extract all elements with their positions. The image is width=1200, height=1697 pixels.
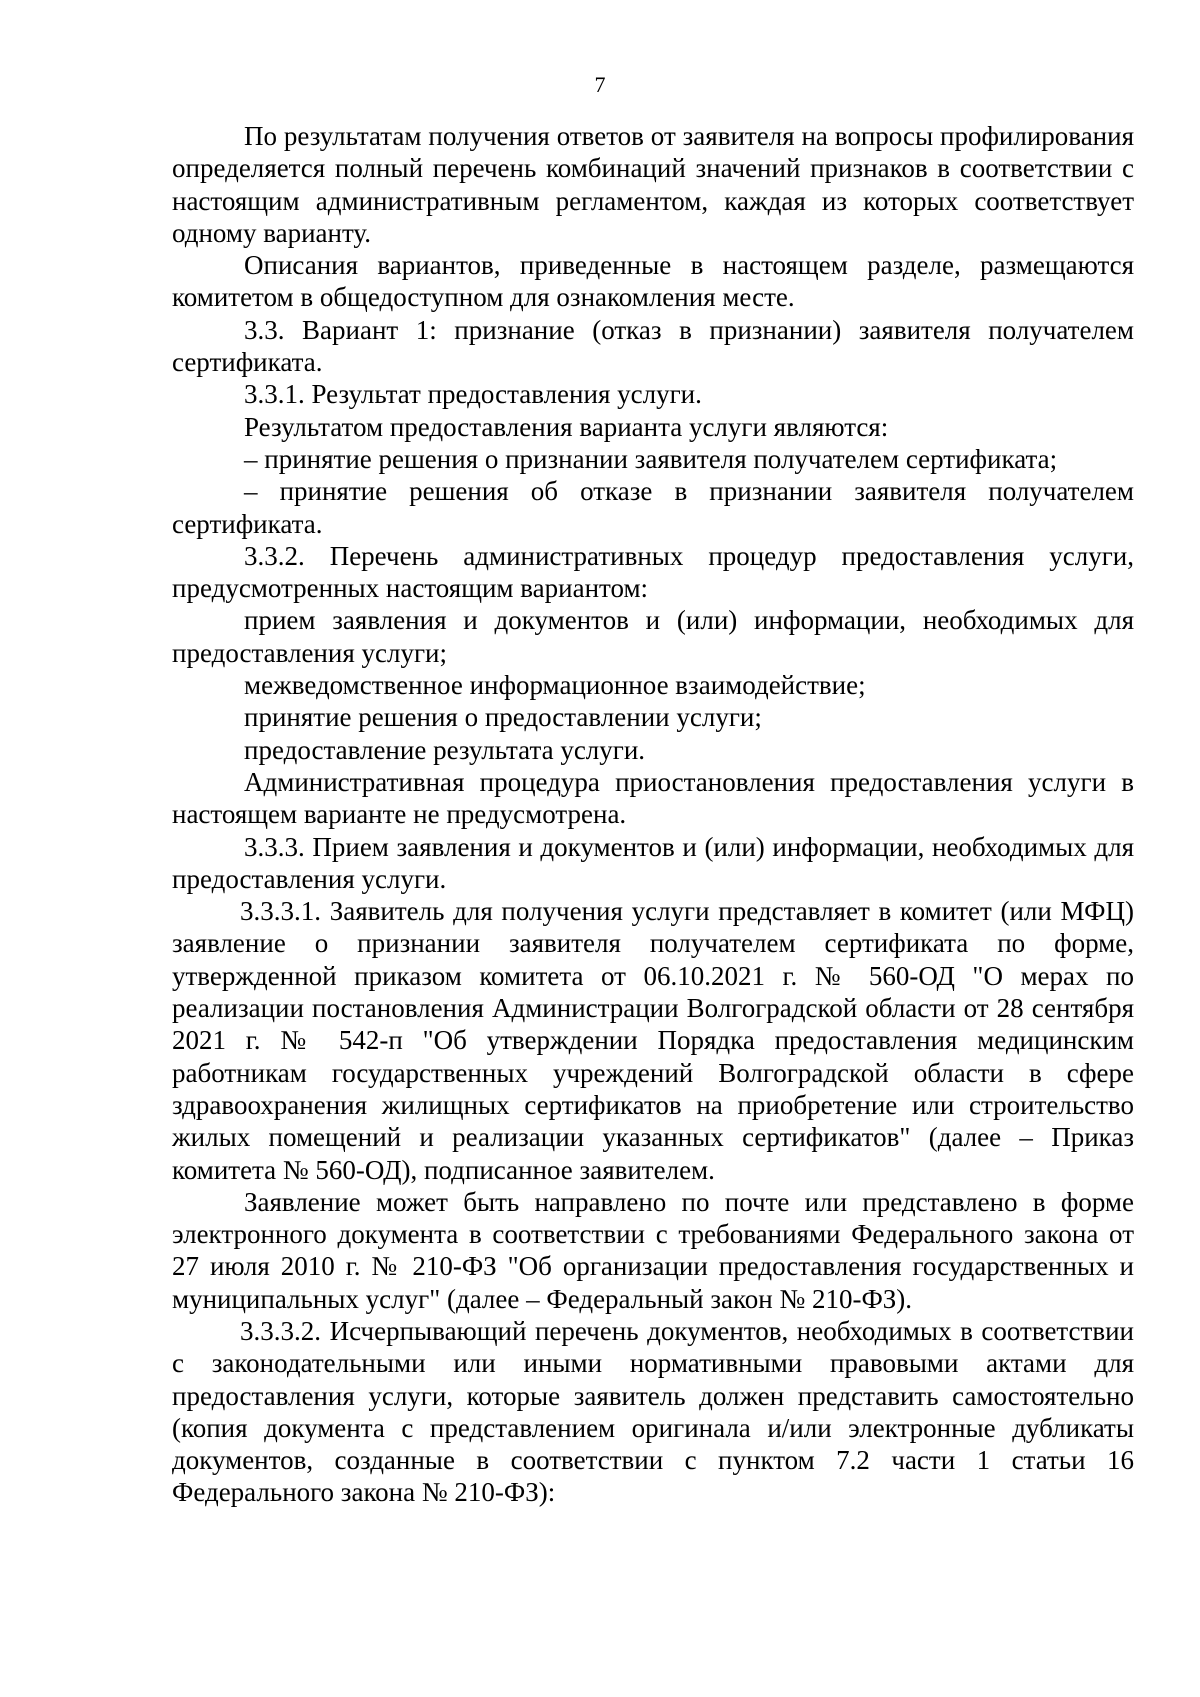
list-item-procedure-interagency: межведомственное информационное взаимодействие; (244, 670, 866, 701)
page-number: 7 (594, 72, 606, 97)
paragraph-profiling-result: По результатам получения ответов от заявителя на вопросы профилирования определяется полный перечень комбинаций значений признаков в соответствии с настоящим административным регламентом, каждая из которых соответствует одному варианту. (172, 121, 1134, 248)
paragraph-3-3-variant-1: 3.3. Вариант 1: признание (отказ в признании) заявителя получателем сертификата. (172, 314, 1134, 378)
paragraph-3-3-3-2-documents: 3.3.3.2. Исчерпывающий перечень документов, необходимых в соответствии с законодательными или иными нормативными правовыми актами для предоставления услуги, которые заявитель должен представить самостоятельно (копия документа с представлением оригинала и/или электронные дубликаты документов, созданные в соответствии с пунктом 7.2 части 1 статьи 16 Федерального закона № 210-ФЗ): (172, 1315, 1134, 1508)
paragraph-variant-descriptions: Описания вариантов, приведенные в настоящем разделе, размещаются комитетом в общедоступном для ознакомления месте. (172, 250, 1134, 313)
paragraph-application-submission: Заявление может быть направлено по почте или представлено в форме электронного документа в соответствии с требованиями Федерального закона от 27 июля 2010 г. № 210-ФЗ "Об организации предоставления государственных и муниципальных услуг" (далее – Федеральный закон № 210-ФЗ). (172, 1186, 1134, 1314)
paragraph-3-3-3-1-application: 3.3.3.1. Заявитель для получения услуги представляет в комитет (или МФЦ) заявление о признании заявителя получателем сертификата по форме, утвержденной приказом комитета от 06.10.2021 г. № 560-ОД "О мерах по реализации постановления Администрации Волгоградской области от 28 сентября 2021 г. № 542-п "Об утверждении Порядка предоставления медицинским работникам государственных учреждений Волгоградской области в сфере здравоохранения жилищных сертификатов на приобретение или строительство жилых помещений и реализации указанных сертификатов" (далее – Приказ комитета № 560-ОД), подписанное заявителем. (172, 896, 1134, 1185)
list-item-procedure-decision: принятие решения о предоставлении услуги; (244, 702, 762, 733)
list-item-procedure-result: предоставление результата услуги. (244, 734, 646, 765)
list-item-procedure-reception: прием заявления и документов и (или) информации, необходимых для предоставления услуги; (172, 605, 1134, 668)
list-item-decision-refusal: – принятие решения об отказе в признании заявителя получателем сертификата. (172, 476, 1134, 539)
paragraph-3-3-3-reception: 3.3.3. Прием заявления и документов и (или) информации, необходимых для предоставления услуги. (172, 831, 1134, 894)
paragraph-suspension-not-provided: Административная процедура приостановления предоставления услуги в настоящем варианте не предусмотрена. (172, 766, 1134, 830)
list-item-decision-recognition: – принятие решения о признании заявителя получателем сертификата; (244, 443, 1058, 474)
document-body (172, 120, 1134, 1509)
paragraph-3-3-2-procedures: 3.3.2. Перечень административных процедур предоставления услуги, предусмотренных настоящим вариантом: (172, 540, 1134, 604)
paragraph-3-3-1-result-heading: 3.3.1. Результат предоставления услуги. (244, 379, 702, 410)
paragraph-result-intro: Результатом предоставления варианта услуги являются: (244, 411, 889, 442)
